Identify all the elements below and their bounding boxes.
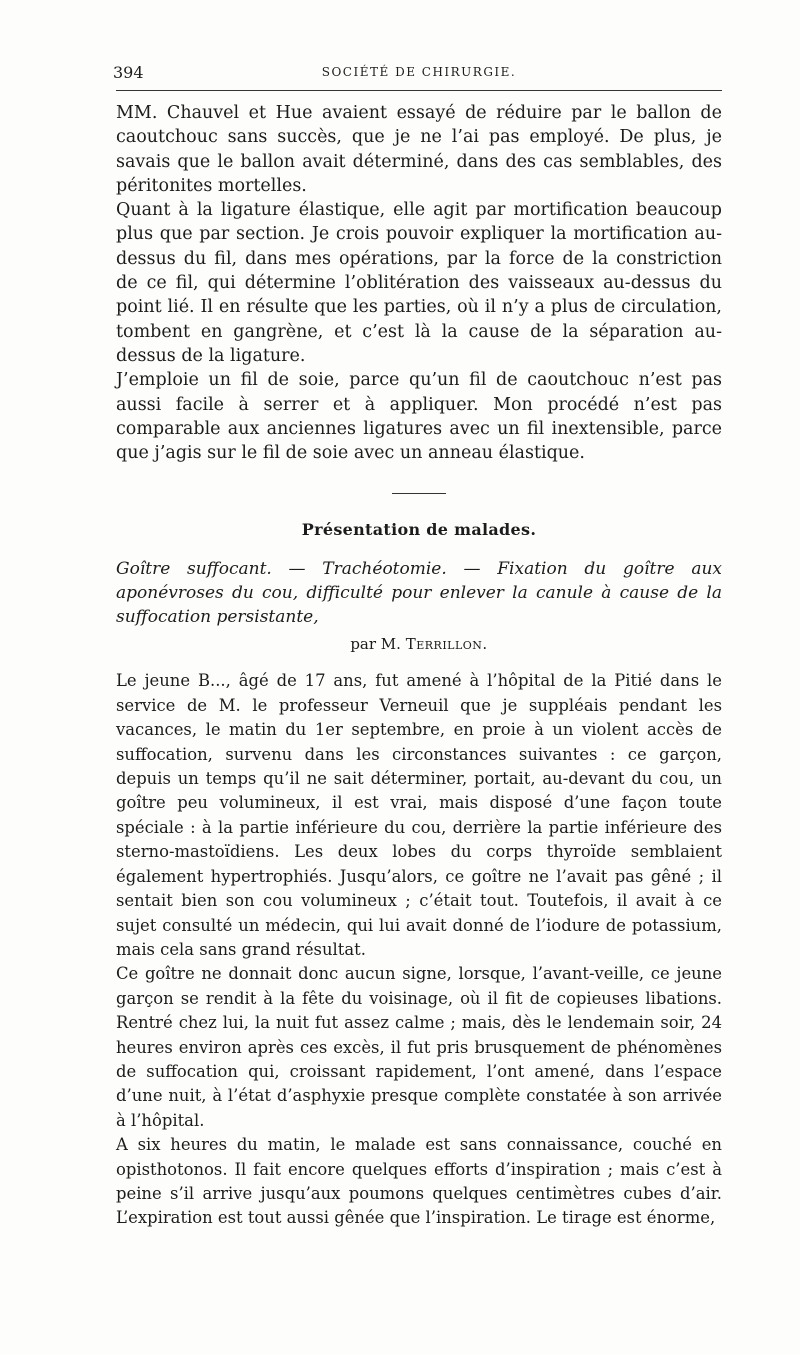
section-divider (392, 493, 446, 494)
case-body (116, 669, 722, 1230)
byline-prefix: par M. (350, 635, 401, 654)
paragraph: J’emploie un fil de soie, parce qu’un fil de caoutchouc n’est pas aussi facile à serrer et à appliquer. Mon procédé n’est pas comparable aux anciennes ligatures avec un fil inextensible, parce que j’agis sur le fil de soie avec un anneau élastique. (116, 370, 722, 464)
running-title: SOCIÉTÉ DE CHIRURGIE. (321, 65, 517, 79)
paragraph: Le jeune B..., âgé de 17 ans, fut amené à l’hôpital de la Pitié dans le service de M. le professeur Verneuil que je suppléais pendant les vacances, le matin du 1er septembre, en proie à un violent accès de suffocation, survenu dans les circonstances suivantes : ce garçon, depuis un temps qu’il ne sait déterminer, portait, au-devant du cou, un goître peu volumineux, il est vrai, mais disposé d’une façon toute spéciale : à la partie inférieure du cou, derrière la partie inférieure des sterno-mastoïdiens. Les deux lobes du corps thyroïde semblaient également hypertrophiés. Jusqu’alors, ce goître ne l’avait pas gêné ; il sentait bien son cou volumineux ; c’était tout. Toutefois, il avait à ce sujet consulté un médecin, qui lui avait donné de l’iodure de potassium, mais cela sans grand résultat. (116, 671, 722, 959)
author-name: Terrillon. (405, 635, 488, 654)
header-rule (116, 90, 722, 91)
page-number: 394 (113, 63, 144, 82)
paragraph: MM. Chauvel et Hue avaient essayé de réduire par le ballon de caoutchouc sans succès, que je ne l’ai pas employé. De plus, je savais que le ballon avait déterminé, dans des cas semblables, des péritonites mortelles. (116, 103, 722, 196)
paragraph: A six heures du matin, le malade est sans connaissance, couché en opisthotonos. Il fait encore quelques efforts d’inspiration ; mais c’est à peine s’il arrive jusqu’aux poumons quelques centimètres cubes d’air. L’expiration est tout aussi gênée que l’inspiration. Le tirage est énorme, (116, 1135, 722, 1228)
paragraph: Ce goître ne donnait donc aucun signe, lorsque, l’avant-veille, ce jeune garçon se rendit à la fête du voisinage, où il fit de copieuses libations. Rentré chez lui, la nuit fut assez calme ; mais, dès le lendemain soir, 24 heures environ après ces excès, il fut pris brusquement de phénomènes de suffocation qui, croissant rapidement, l’ont amené, dans l’espace d’une nuit, à l’état d’asphyxie presque complète constatée à son arrivée à l’hôpital. (116, 964, 722, 1130)
paragraph: Quant à la ligature élastique, elle agit par mortification beaucoup plus que par section. Je crois pouvoir expliquer la mortification au-dessus du fil, dans mes opérations, par la force de la constriction de ce fil, qui détermine l’oblitération des vaisseaux au-dessus du point lié. Il en résulte que les parties, où il n’y a plus de circulation, tombent en gangrène, et c’est là la cause de la séparation au-dessus de la ligature. (116, 200, 722, 366)
byline (116, 635, 722, 653)
case-title: Goître suffocant. — Trachéotomie. — Fixation du goître aux aponévroses du cou, difficulté pour enlever la canule à cause de la suffocation persistante, (116, 559, 722, 628)
running-head (113, 56, 722, 90)
book-page (113, 56, 722, 1231)
continuation-text (116, 101, 722, 465)
section-heading: Présentation de malades. (301, 520, 537, 540)
